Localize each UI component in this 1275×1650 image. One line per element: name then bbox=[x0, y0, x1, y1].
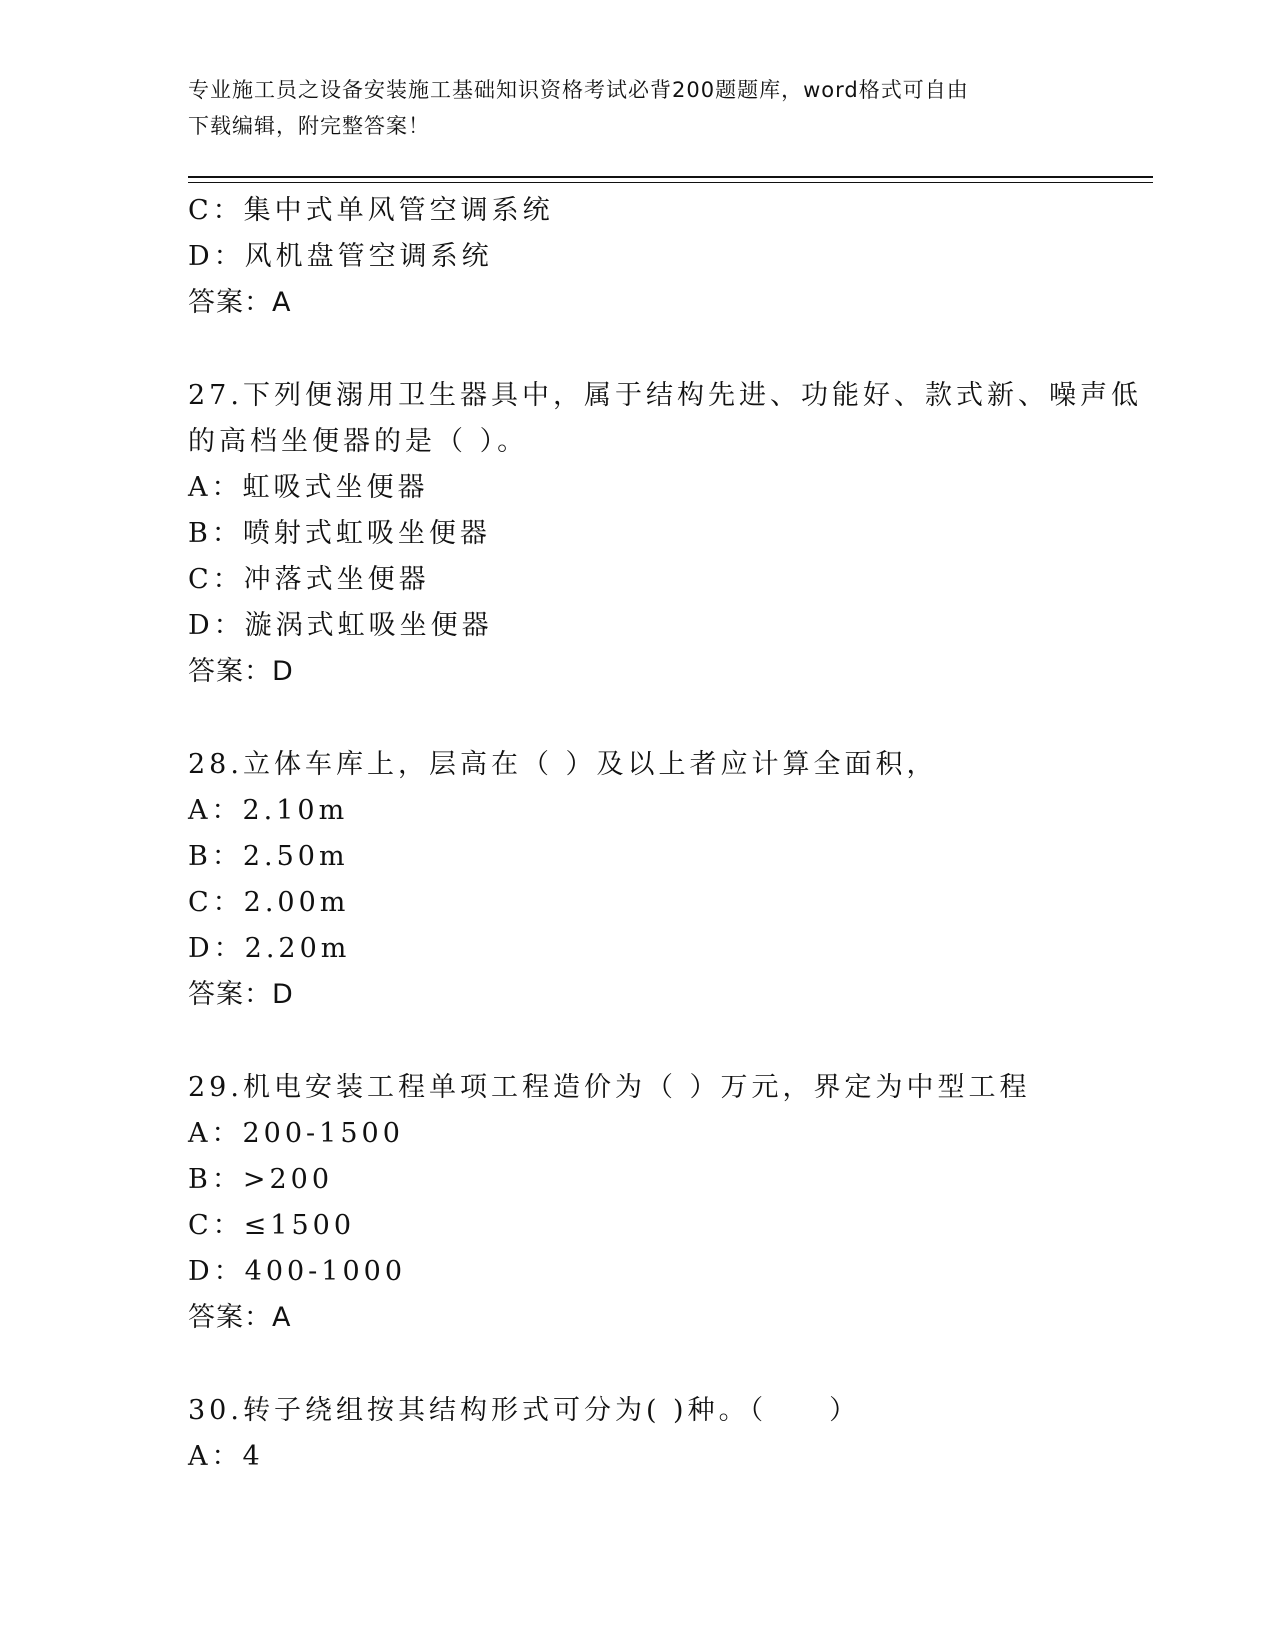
question-block bbox=[188, 1065, 1148, 1340]
question-stem: 28.立体车库上，层高在（ ）及以上者应计算全面积， bbox=[188, 749, 938, 780]
question-block bbox=[188, 188, 1148, 325]
option-line: B：>200 bbox=[188, 1164, 333, 1195]
answer-line: 答案：D bbox=[188, 656, 294, 687]
question-stem: 30.转子绕组按其结构形式可分为( )种。（ ） bbox=[188, 1395, 861, 1426]
block-spacer bbox=[188, 1017, 1148, 1065]
option-line: D：400-1000 bbox=[188, 1256, 407, 1287]
question-stem: 29.机电安装工程单项工程造价为（ ）万元，界定为中型工程 bbox=[188, 1072, 1031, 1103]
option-line: A：2.10m bbox=[188, 795, 349, 826]
option-line: D：2.20m bbox=[188, 933, 351, 964]
option-line: D：漩涡式虹吸坐便器 bbox=[188, 610, 493, 641]
question-list bbox=[188, 188, 1148, 1480]
option-line: B：2.50m bbox=[188, 841, 349, 872]
question-block bbox=[188, 1388, 1148, 1480]
option-line: C：集中式单风管空调系统 bbox=[188, 195, 554, 226]
header-divider-thin bbox=[188, 182, 1153, 183]
question-stem: 27.下列便溺用卫生器具中，属于结构先进、功能好、款式新、噪声低 bbox=[188, 380, 1142, 411]
question-stem-continued: 的高档坐便器的是（ ）。 bbox=[188, 426, 529, 457]
option-line: C：冲落式坐便器 bbox=[188, 564, 430, 595]
block-spacer bbox=[188, 1340, 1148, 1388]
header-line-1: 专业施工员之设备安装施工基础知识资格考试必背200题题库，word格式可自由 bbox=[188, 78, 969, 102]
block-spacer bbox=[188, 694, 1148, 742]
option-line: C：≤1500 bbox=[188, 1210, 355, 1241]
option-line: C：2.00m bbox=[188, 887, 350, 918]
option-line: A：200-1500 bbox=[188, 1118, 404, 1149]
question-block bbox=[188, 742, 1148, 1017]
option-line: A：虹吸式坐便器 bbox=[188, 472, 429, 503]
answer-line: 答案：D bbox=[188, 979, 294, 1010]
block-spacer bbox=[188, 325, 1148, 373]
answer-line: 答案：A bbox=[188, 1302, 292, 1333]
option-line: B：喷射式虹吸坐便器 bbox=[188, 518, 491, 549]
header-divider-thick bbox=[188, 176, 1153, 178]
document-header bbox=[188, 72, 1068, 144]
answer-line: 答案：A bbox=[188, 287, 292, 318]
question-block bbox=[188, 373, 1148, 694]
option-line: D：风机盘管空调系统 bbox=[188, 241, 493, 272]
header-line-2: 下载编辑，附完整答案！ bbox=[188, 114, 430, 138]
option-line: A：4 bbox=[188, 1441, 264, 1472]
